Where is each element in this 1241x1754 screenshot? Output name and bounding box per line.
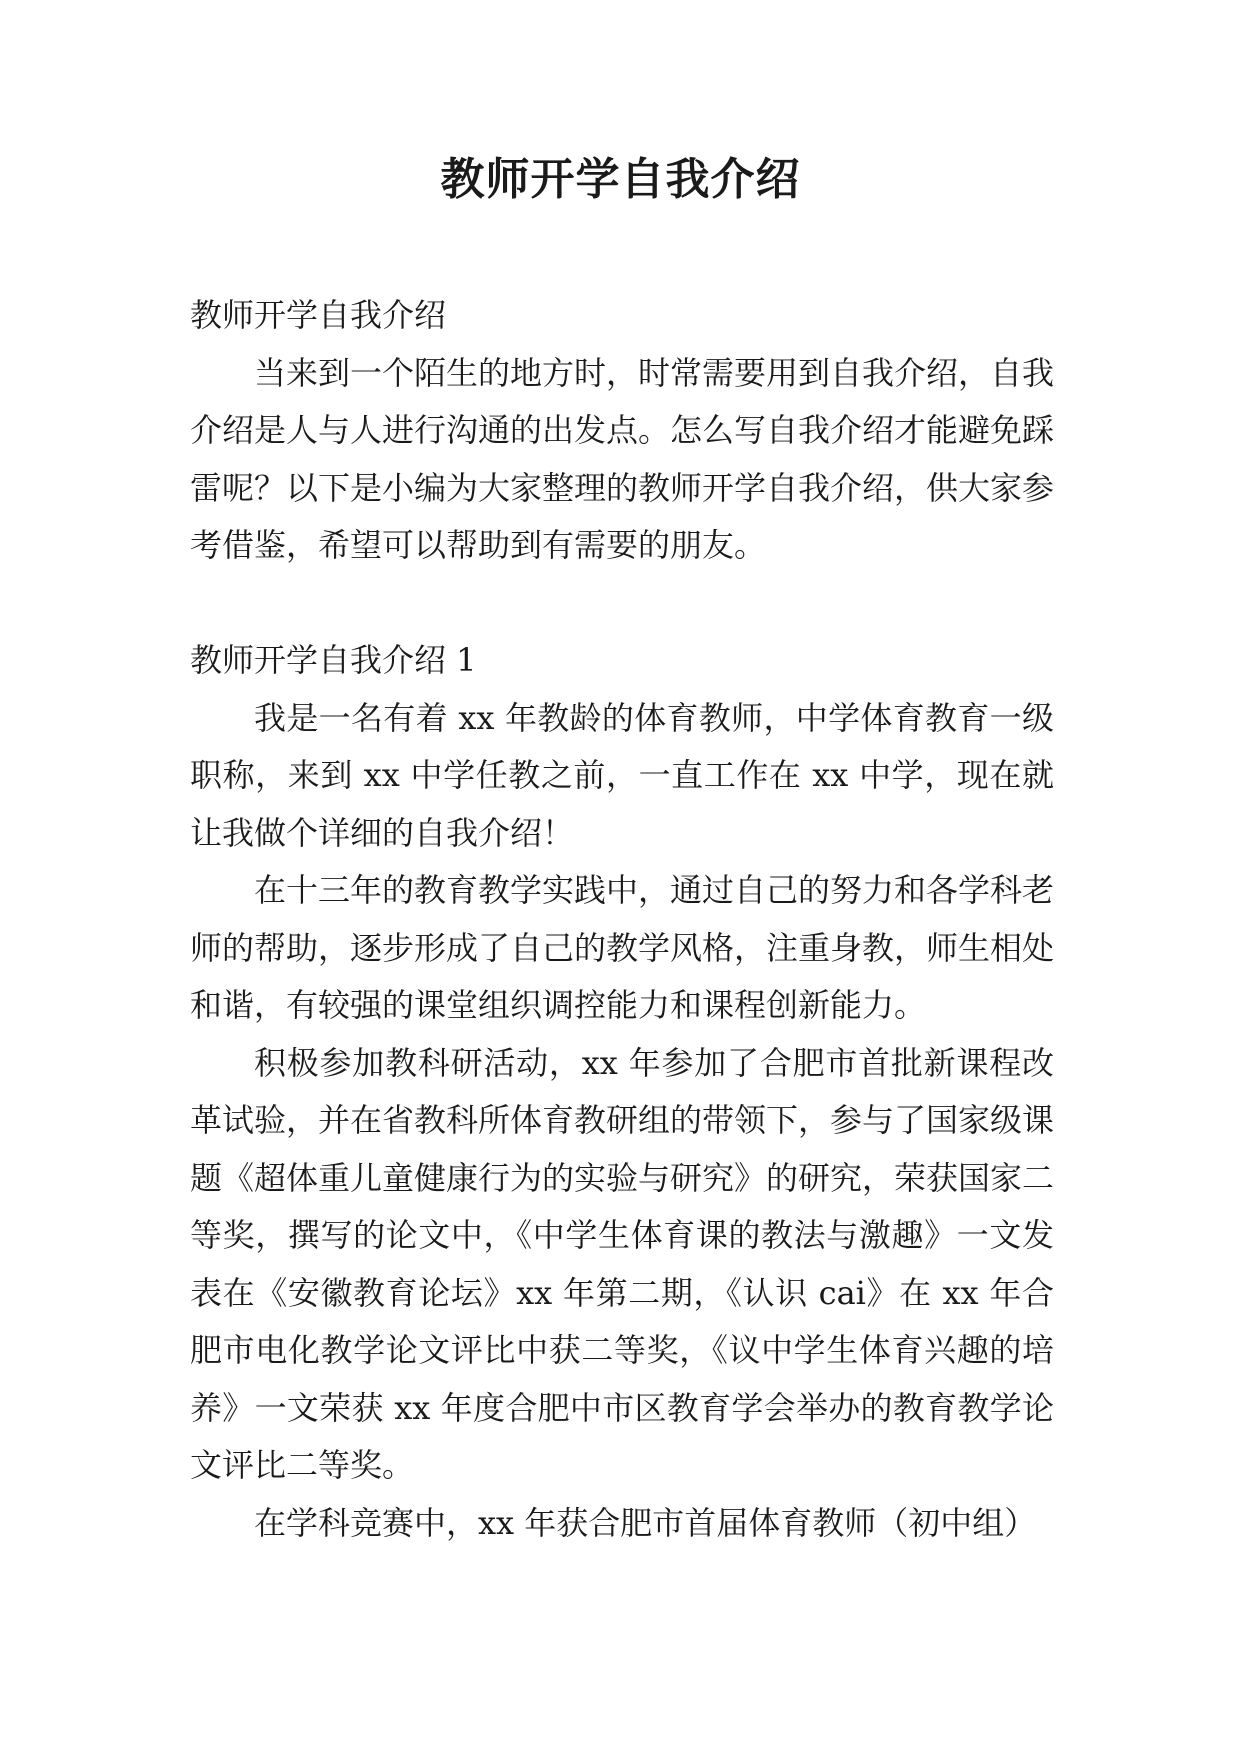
document-body <box>190 287 1054 1552</box>
paragraph-4: 在学科竞赛中，xx 年获合肥市首届体育教师（初中组） <box>254 1503 1037 1542</box>
intro-heading: 教师开学自我介绍 <box>190 296 447 334</box>
intro-paragraph: 当来到一个陌生的地方时，时常需要用到自我介绍，自我介绍是人与人进行沟通的出发点。怎么写自我介绍才能避免踩雷呢？以下是小编为大家整理的教师开学自我介绍，供大家参考借鉴，希望可以帮助到有需要的朋友。 <box>190 353 1055 564</box>
section-1-heading: 教师开学自我介绍 1 <box>190 641 477 679</box>
paragraph-3: 积极参加教科研活动，xx 年参加了合肥市首批新课程改革试验，并在省教科所体育教研组的带领下，参与了国家级课题《超体重儿童健康行为的实验与研究》的研究，荣获国家二等奖，撰写的论文中，《中学生体育课的教法与激趣》一文发表在《安徽教育论坛》xx 年第二期，《认识 cai》在 xx 年合肥市电化教学论文评比中获二等奖，《议中学生体育兴趣的培养》一文荣获 xx 年度合肥中市区教育学会举办的教育教学论文评比二等奖。 <box>190 1043 1055 1484</box>
section-spacer <box>190 575 1054 633</box>
paragraph-1: 我是一名有着 xx 年教龄的体育教师，中学体育教育一级职称，来到 xx 中学任教之前，一直工作在 xx 中学，现在就让我做个详细的自我介绍！ <box>190 698 1054 852</box>
paragraph-2: 在十三年的教育教学实践中，通过自己的努力和各学科老师的帮助，逐步形成了自己的教学风格，注重身教，师生相处和谐，有较强的课堂组织调控能力和课程创新能力。 <box>190 871 1055 1024</box>
document-title: 教师开学自我介绍 <box>440 154 801 205</box>
